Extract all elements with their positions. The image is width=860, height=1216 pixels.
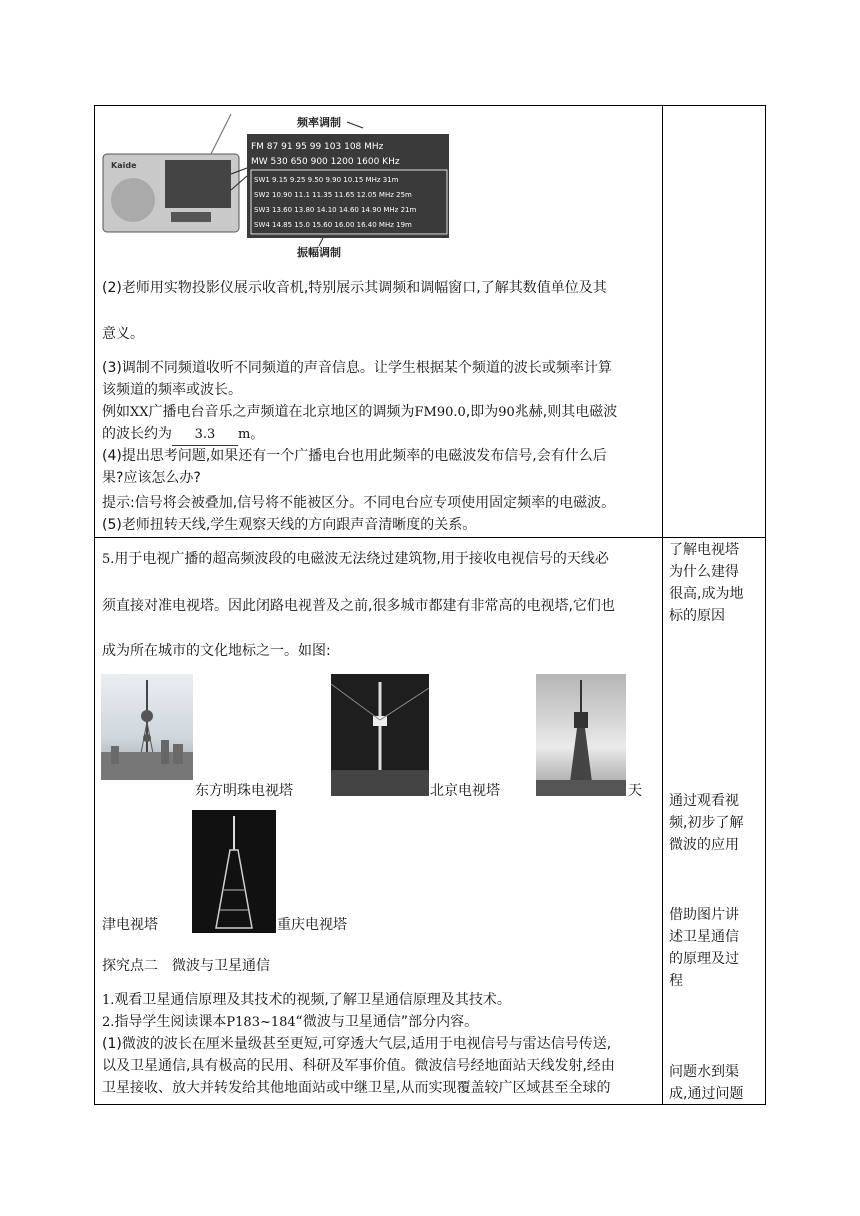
label-frequency-modulation: 频率调制 bbox=[297, 116, 341, 129]
caption-tianjin-b: 津电视塔 bbox=[102, 917, 158, 933]
answer-blank: 3.3 bbox=[172, 425, 238, 446]
microwave-line3: 卫星接收、放大并转发给其他地面站或中继卫星,从而实现覆盖较广区域甚至全球的 bbox=[102, 1080, 611, 1096]
para-4-line1: (4)提出思考问题,如果还有一个广播电台也用此频率的电磁波发布信号,会有什么后 bbox=[102, 448, 607, 464]
para-3-example: 例如XX广播电台音乐之声频道在北京地区的调频为FM90.0,即为90兆赫,则其电磁波 bbox=[102, 404, 618, 420]
column-divider bbox=[662, 106, 663, 1104]
radio-figure bbox=[101, 112, 451, 262]
tianjin-tower-photo bbox=[536, 674, 626, 796]
para-3-line1: (3)调制不同频道收听不同频道的声音信息。让学生根据某个频道的波长或频率计算 bbox=[102, 360, 612, 376]
section-heading: 探究点二 微波与卫星通信 bbox=[102, 958, 270, 974]
microwave-line2: 以及卫星通信,具有极高的民用、科研及军事价值。微波信号经地面站天线发射,经由 bbox=[102, 1058, 615, 1074]
para-2-line2: 意义。 bbox=[102, 326, 144, 342]
lesson-table bbox=[94, 105, 766, 1105]
para-2-line1: (2)老师用实物投影仪展示收音机,特别展示其调频和调幅窗口,了解其数值单位及其 bbox=[102, 280, 607, 296]
list-item-1: 1.观看卫星通信原理及其技术的视频,了解卫星通信原理及其技术。 bbox=[102, 992, 511, 1008]
para-3-line2: 该频道的频率或波长。 bbox=[102, 382, 242, 398]
label-amplitude-modulation: 振幅调制 bbox=[297, 246, 341, 259]
sw-row-4: SW4 14.85 15.0 15.60 16.00 16.40 MHz 19m bbox=[254, 221, 412, 229]
sw-row-2: SW2 10.90 11.1 11.35 11.65 12.05 MHz 25m bbox=[254, 191, 412, 199]
section-5-line2: 须直接对准电视塔。因此闭路电视普及之前,很多城市都建有非常高的电视塔,它们也 bbox=[102, 598, 615, 614]
side-note-satellite: 借助图片讲 述卫星通信 的原理及过 程 bbox=[669, 907, 739, 989]
para-5: (5)老师扭转天线,学生观察天线的方向跟声音清晰度的关系。 bbox=[102, 517, 477, 533]
microwave-line1: (1)微波的波长在厘米量级甚至更短,可穿透大气层,适用于电视信号与雷达信号传送, bbox=[102, 1036, 612, 1052]
list-item-2: 2.指导学生阅读课本P183~184“微波与卫星通信”部分内容。 bbox=[102, 1014, 479, 1030]
sw-row-3: SW3 13.60 13.80 14.10 14.60 14.90 MHz 21m bbox=[254, 206, 417, 214]
section-5-line3: 成为所在城市的文化地标之一。如图: bbox=[102, 643, 331, 659]
radio-brand: Kaide bbox=[111, 161, 137, 170]
caption-chongqing: 重庆电视塔 bbox=[277, 917, 347, 933]
hint: 提示:信号将会被叠加,信号将不能被区分。不同电台应专项使用固定频率的电磁波。 bbox=[102, 495, 616, 511]
side-note-question: 问题水到渠 成,通过问题 bbox=[669, 1064, 744, 1102]
fm-scale: FM 87 91 95 99 103 108 MHz bbox=[251, 142, 384, 152]
para-3-answer: 的波长约为 3.3 m。 bbox=[102, 424, 263, 446]
oriental-pearl-photo bbox=[101, 674, 193, 780]
row-divider bbox=[95, 537, 765, 538]
mw-scale: MW 530 650 900 1200 1600 KHz bbox=[251, 157, 400, 167]
side-note-video: 通过观看视 频,初步了解 微波的应用 bbox=[669, 793, 744, 853]
section-5-line1: 5.用于电视广播的超高频波段的电磁波无法绕过建筑物,用于接收电视信号的天线必 bbox=[102, 551, 609, 567]
caption-tianjin-a: 天 bbox=[628, 783, 642, 799]
caption-oriental-pearl: 东方明珠电视塔 bbox=[195, 783, 293, 799]
beijing-tower-photo bbox=[331, 674, 429, 796]
sw-row-1: SW1 9.15 9.25 9.50 9.90 10.15 MHz 31m bbox=[254, 176, 399, 184]
chongqing-tower-photo bbox=[192, 810, 276, 933]
caption-beijing: 北京电视塔 bbox=[430, 783, 500, 799]
side-note-tv-tower: 了解电视塔 为什么建得 很高,成为地 标的原因 bbox=[669, 542, 744, 624]
para-4-line2: 果?应该怎么办? bbox=[102, 470, 201, 486]
